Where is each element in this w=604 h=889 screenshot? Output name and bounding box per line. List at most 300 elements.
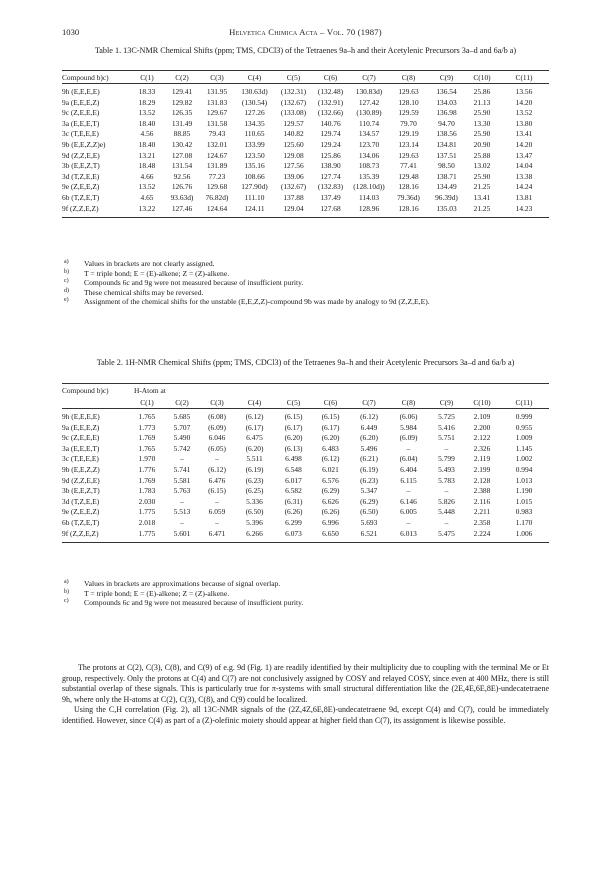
- compound-cell: 9c (Z,E,E,E): [62, 108, 100, 118]
- shift-cell: 21.13: [473, 97, 491, 107]
- footnote-mark: a): [64, 259, 69, 265]
- shift-cell: (6.20): [360, 433, 378, 443]
- table2-col-header: C(3): [200, 396, 234, 409]
- shift-cell: 21.25: [473, 182, 491, 192]
- shift-cell: 2.200: [473, 422, 491, 432]
- shift-cell: 126.76: [171, 182, 193, 192]
- shift-cell: 1.783: [138, 486, 156, 496]
- shift-cell: 0.955: [515, 422, 533, 432]
- compound-cell: 3d (T,Z,E,E): [62, 171, 100, 181]
- table-row: [62, 409, 549, 423]
- table2-col-header: C(8): [389, 396, 428, 409]
- shift-cell: 134.03: [436, 97, 457, 107]
- shift-cell: 2.358: [473, 517, 491, 527]
- shift-cell: 18.40: [138, 139, 156, 149]
- shift-cell: 108.73: [358, 161, 380, 171]
- shift-cell: 13.22: [130, 204, 164, 218]
- table2-col-header: C(7): [349, 396, 389, 409]
- compound-cell: 9d (Z,Z,E,E): [62, 150, 100, 160]
- shift-cell: 13.30: [473, 118, 491, 128]
- table1-col-header: C(7): [349, 71, 389, 84]
- shift-cell: 110.74: [358, 118, 380, 128]
- shift-cell: (6.09): [399, 433, 418, 443]
- shift-cell: (132.48): [317, 87, 344, 96]
- shift-cell: –: [406, 443, 411, 453]
- shift-cell: 6.021: [322, 464, 339, 474]
- shift-cell: 129.24: [320, 139, 341, 149]
- shift-cell: 129.08: [283, 150, 304, 160]
- shift-cell: 137.51: [436, 150, 457, 160]
- shift-cell: 127.46: [164, 204, 200, 218]
- shift-cell: 6.476: [208, 475, 226, 485]
- table-row: [62, 497, 549, 508]
- compound-cell: 9f (Z,Z,E,Z): [62, 529, 130, 543]
- shift-cell: 6.005: [400, 507, 417, 517]
- footnote-mark: c): [64, 278, 69, 285]
- table1-col-header: C(2): [164, 71, 200, 84]
- shift-cell: –: [406, 517, 411, 527]
- shift-cell: –: [215, 517, 219, 527]
- shift-cell: 140.76: [320, 118, 341, 128]
- shift-cell: 123.70: [358, 139, 380, 149]
- shift-cell: 140.82: [283, 129, 304, 139]
- page-number: 1030: [62, 27, 80, 37]
- shift-cell: 2.388: [473, 486, 491, 496]
- shift-cell: 6.521: [349, 529, 389, 543]
- shift-cell: (6.17): [245, 422, 264, 432]
- shift-cell: (6.06): [399, 412, 418, 421]
- table2-compound-spacer: [62, 396, 130, 409]
- shift-cell: 13.38: [515, 171, 533, 181]
- shift-cell: 129.82: [171, 97, 193, 107]
- shift-cell: 136.54: [436, 87, 457, 96]
- shift-cell: 129.74: [320, 129, 341, 139]
- table-row: [62, 161, 549, 172]
- body-paragraph: The protons at C(2), C(3), C(8), and C(9) of e.g. 9d (Fig. 1) are readily identified by their multiplicity due to coupling with the terminal Me or Et group, respectively. Only the protons at C(4) and C(7) are not conclusively assigned by COSY and relayed COSY, since even at 400 MHz, there is still substantial overlap of these signals. This is particularly true for π-systems with small structural differentiation like the (2E,4E,6E,8E)-undecatetraene 9h, where only the H-atoms at C(2), C(3), C(8), and C(9) could be localized.: [62, 663, 549, 704]
- shift-cell: 96.39d): [435, 192, 458, 202]
- shift-cell: (6.25): [245, 486, 264, 496]
- shift-cell: 5.799: [438, 454, 455, 464]
- shift-cell: 1.009: [515, 433, 533, 443]
- shift-cell: –: [406, 486, 411, 496]
- shift-cell: (6.17): [321, 422, 340, 432]
- shift-cell: 134.81: [436, 139, 457, 149]
- shift-cell: (132.67): [280, 97, 307, 107]
- table1-caption: Table 1. 13C-NMR Chemical Shifts (ppm; TMS, CDCl3) of the Tetraenes 9a–h and their Acetylenic Precursors 3a–d and 6a/b a): [94, 46, 517, 55]
- table-row: [62, 140, 549, 151]
- table-row: [62, 476, 549, 487]
- page-header: [62, 27, 549, 39]
- compound-cell: 3d (T,Z,E,E): [62, 496, 100, 506]
- shift-cell: 132.01: [206, 139, 228, 149]
- shift-cell: 6.146: [400, 496, 417, 506]
- shift-cell: 123.14: [398, 139, 419, 149]
- table-row: [62, 98, 549, 109]
- shift-cell: 6.582: [285, 486, 302, 496]
- shift-cell: 92.56: [173, 171, 191, 181]
- shift-cell: 131.83: [206, 97, 228, 107]
- shift-cell: 1.006: [499, 529, 549, 543]
- shift-cell: (6.20): [284, 433, 303, 443]
- shift-cell: 1.170: [515, 517, 533, 527]
- shift-cell: 5.763: [173, 486, 191, 496]
- shift-cell: (6.29): [360, 496, 378, 506]
- shift-cell: (6.20): [245, 443, 264, 453]
- compound-cell: 9h (E,E,E,E): [62, 412, 100, 421]
- shift-cell: 5.826: [438, 496, 455, 506]
- shift-cell: 128.96: [349, 204, 389, 218]
- shift-cell: 5.490: [173, 433, 191, 443]
- shift-cell: 5.783: [438, 475, 455, 485]
- shift-cell: 138.56: [436, 129, 457, 139]
- shift-cell: 5.347: [360, 486, 378, 496]
- footnote: [62, 269, 549, 279]
- shift-cell: 6.498: [285, 454, 302, 464]
- table2-col-header: C(1): [130, 396, 164, 409]
- shift-cell: 14.04: [515, 161, 533, 171]
- shift-cell: 124.67: [206, 150, 228, 160]
- shift-cell: (130.54): [241, 97, 268, 107]
- shift-cell: 128.16: [389, 204, 428, 218]
- shift-cell: 13.02: [473, 161, 491, 171]
- table-row: [62, 172, 549, 183]
- shift-cell: –: [444, 486, 449, 496]
- shift-cell: 125.60: [283, 139, 304, 149]
- table1-compound-header: Compound b)c): [62, 71, 130, 84]
- shift-cell: (6.26): [284, 507, 303, 517]
- shift-cell: 6.073: [275, 529, 312, 543]
- table2-col-header: C(5): [275, 396, 312, 409]
- shift-cell: 2.018: [138, 517, 156, 527]
- shift-cell: 13.21: [138, 150, 156, 160]
- shift-cell: (6.09): [208, 422, 226, 432]
- shift-cell: 129.41: [171, 87, 193, 96]
- shift-cell: 125.86: [320, 150, 341, 160]
- shift-cell: –: [180, 454, 184, 464]
- table-row: [62, 433, 549, 444]
- table2-footnotes: [62, 579, 549, 608]
- shift-cell: 18.40: [138, 118, 156, 128]
- shift-cell: 108.66: [244, 171, 265, 181]
- shift-cell: 25.90: [473, 108, 491, 118]
- shift-cell: 1.002: [515, 454, 533, 464]
- shift-cell: (6.50): [245, 507, 264, 517]
- shift-cell: 127.08: [171, 150, 193, 160]
- shift-cell: (133.08): [280, 108, 307, 118]
- shift-cell: 1.769: [138, 475, 156, 485]
- footnote-mark: a): [64, 579, 69, 585]
- table-row: [62, 182, 549, 193]
- shift-cell: 5.336: [246, 496, 263, 506]
- shift-cell: (6.12): [245, 412, 264, 421]
- compound-cell: 9d (Z,Z,E,E): [62, 475, 100, 485]
- table-row: [62, 507, 549, 518]
- shift-cell: 2.211: [473, 507, 491, 517]
- table-row: [62, 151, 549, 162]
- footnote: [62, 598, 549, 608]
- shift-cell: 134.49: [436, 182, 457, 192]
- footnote-mark: b): [64, 268, 69, 275]
- shift-cell: 13.80: [515, 118, 533, 128]
- compound-cell: 9a (E,E,E,Z): [62, 97, 100, 107]
- compound-cell: 9a (E,E,E,Z): [62, 422, 100, 432]
- shift-cell: 0.999: [515, 412, 533, 421]
- footnote-text: T = triple bond; E = (E)-alkene; Z = (Z)-alkene.: [84, 268, 230, 278]
- shift-cell: 6.449: [360, 422, 378, 432]
- shift-cell: –: [215, 496, 219, 506]
- table2-1h-shifts: [62, 383, 549, 543]
- shift-cell: –: [444, 443, 449, 453]
- shift-cell: (6.12): [321, 454, 340, 464]
- journal-title: Helvetica Chimica Acta – Vol. 70 (1987): [229, 27, 382, 37]
- table-row: [62, 486, 549, 497]
- table-row: [62, 454, 549, 465]
- table2-caption: Table 2. 1H-NMR Chemical Shifts (ppm; TMS, CDCl3) of the Tetraenes 9a–h and their Acetylenic Precursors 3a–d and 6a/b a): [96, 358, 515, 367]
- shift-cell: 4.56: [140, 129, 154, 139]
- shift-cell: (6.12): [208, 464, 226, 474]
- shift-cell: 137.88: [283, 192, 304, 202]
- shift-cell: 1.145: [515, 443, 533, 453]
- compound-cell: 9e (Z,E,E,Z): [62, 507, 100, 517]
- footnote-mark: e): [64, 297, 69, 304]
- shift-cell: 127.26: [244, 108, 265, 118]
- table1-col-header: C(6): [312, 71, 349, 84]
- compound-cell: 3c (T,E,E,E): [62, 129, 99, 139]
- shift-cell: 129.57: [283, 118, 304, 128]
- shift-cell: 0.983: [515, 507, 533, 517]
- table2-compound-header: Compound b)c): [62, 384, 130, 397]
- shift-cell: –: [215, 454, 219, 464]
- footnote: [62, 579, 549, 589]
- shift-cell: 136.98: [436, 108, 457, 118]
- shift-cell: 5.707: [173, 422, 191, 432]
- shift-cell: 123.50: [244, 150, 265, 160]
- shift-cell: 6.013: [389, 529, 428, 543]
- shift-cell: 5.751: [438, 433, 455, 443]
- shift-cell: 77.23: [208, 171, 226, 181]
- table-row: [62, 129, 549, 140]
- table1-col-header: C(3): [200, 71, 234, 84]
- shift-cell: 6.475: [246, 433, 263, 443]
- shift-cell: 14.23: [499, 204, 549, 218]
- shift-cell: 25.90: [473, 171, 491, 181]
- shift-cell: 131.89: [206, 161, 228, 171]
- shift-cell: 110.65: [244, 129, 265, 139]
- shift-cell: 13.56: [515, 87, 533, 96]
- shift-cell: (6.15): [208, 486, 226, 496]
- shift-cell: 13.47: [515, 150, 533, 160]
- footnote-mark: b): [64, 588, 69, 595]
- shift-cell: 13.52: [138, 108, 156, 118]
- table-row: [62, 423, 549, 434]
- shift-cell: (6.15): [284, 412, 303, 421]
- shift-cell: (132.67): [280, 182, 307, 192]
- shift-cell: 138.71: [436, 171, 457, 181]
- compound-cell: 9e (Z,E,E,Z): [62, 182, 100, 192]
- body-paragraph: Using the C,H correlation (Fig. 2), all 13C-NMR signals of the (2Z,4Z,6E,8E)-undecatetraene 9d, except C(4) and C(7), could be immediately identified. However, since C(4) as part of a (Z)-olefinic moiety should appear at higher field than C(7), its assignment is likewise possible.: [62, 705, 549, 725]
- table-row: [62, 119, 549, 130]
- shift-cell: 127.90d): [241, 182, 268, 192]
- shift-cell: 6.266: [234, 529, 275, 543]
- shift-cell: 2.199: [473, 464, 491, 474]
- shift-cell: 135.39: [358, 171, 380, 181]
- compound-cell: 9h (E,E,E,E): [62, 87, 100, 96]
- shift-cell: –: [444, 517, 449, 527]
- shift-cell: 1.773: [138, 422, 156, 432]
- shift-cell: 129.63: [398, 87, 419, 96]
- shift-cell: 6.404: [400, 464, 417, 474]
- shift-cell: 2.119: [473, 454, 491, 464]
- shift-cell: 129.04: [275, 204, 312, 218]
- compound-cell: 9c (Z,E,E,E): [62, 433, 100, 443]
- shift-cell: 134.35: [244, 118, 265, 128]
- shift-cell: 79.36d): [397, 192, 420, 202]
- shift-cell: 4.65: [140, 192, 154, 202]
- table2-col-header: C(9): [428, 396, 465, 409]
- shift-cell: 76.82d): [205, 192, 229, 202]
- shift-cell: 18.29: [138, 97, 156, 107]
- shift-cell: 2.122: [473, 433, 491, 443]
- shift-cell: 1.769: [138, 433, 156, 443]
- shift-cell: 13.52: [515, 108, 533, 118]
- shift-cell: 128.10: [398, 97, 419, 107]
- shift-cell: 127.74: [320, 171, 341, 181]
- shift-cell: 5.396: [246, 517, 263, 527]
- shift-cell: 79.70: [400, 118, 417, 128]
- shift-cell: 1.970: [138, 454, 156, 464]
- shift-cell: 25.90: [473, 129, 491, 139]
- shift-cell: 88.85: [173, 129, 191, 139]
- shift-cell: 5.493: [438, 464, 455, 474]
- footnote-text: T = triple bond; E = (E)-alkene; Z = (Z)-alkene.: [84, 588, 230, 598]
- shift-cell: 127.42: [358, 97, 380, 107]
- footnote: [62, 278, 549, 288]
- shift-cell: 124.64: [200, 204, 234, 218]
- footnote-mark: c): [64, 598, 69, 605]
- table1-col-header: C(8): [389, 71, 428, 84]
- table1-footnotes: [62, 259, 549, 307]
- shift-cell: 5.984: [400, 422, 417, 432]
- table1-header-row: [62, 71, 549, 84]
- shift-cell: 6.548: [285, 464, 302, 474]
- shift-cell: 129.63: [398, 150, 419, 160]
- shift-cell: 131.54: [171, 161, 193, 171]
- compound-cell: 3a (E,E,E,T): [62, 443, 100, 453]
- shift-cell: 13.81: [515, 192, 533, 202]
- shift-cell: 135.03: [428, 204, 465, 218]
- shift-cell: (6.12): [360, 412, 378, 421]
- shift-cell: (6.31): [284, 496, 303, 506]
- shift-cell: 6.996: [322, 517, 339, 527]
- shift-cell: (6.19): [245, 464, 264, 474]
- table-row: [62, 529, 549, 543]
- shift-cell: 1.015: [515, 496, 533, 506]
- shift-cell: 18.33: [138, 87, 156, 96]
- shift-cell: 1.765: [138, 443, 156, 453]
- shift-cell: 124.11: [234, 204, 275, 218]
- shift-cell: 137.49: [320, 192, 341, 202]
- shift-cell: 93.63d): [170, 192, 194, 202]
- table1-col-header: C(4): [234, 71, 275, 84]
- shift-cell: 77.41: [400, 161, 417, 171]
- shift-cell: 13.52: [138, 182, 156, 192]
- compound-cell: 9b (E,E,Z,Z)e): [62, 139, 106, 149]
- shift-cell: 129.68: [206, 182, 228, 192]
- shift-cell: 13.41: [473, 192, 491, 202]
- table1-col-header: C(5): [275, 71, 312, 84]
- shift-cell: 20.90: [473, 139, 491, 149]
- shift-cell: 13.41: [515, 129, 533, 139]
- shift-cell: 1.765: [138, 412, 156, 421]
- table2-col-header: C(6): [312, 396, 349, 409]
- shift-cell: 126.35: [171, 108, 193, 118]
- shift-cell: 1.190: [515, 486, 533, 496]
- shift-cell: 5.741: [173, 464, 191, 474]
- shift-cell: 5.416: [438, 422, 455, 432]
- shift-cell: 1.776: [138, 464, 156, 474]
- shift-cell: 5.511: [246, 454, 263, 464]
- shift-cell: 131.58: [206, 118, 228, 128]
- shift-cell: 129.48: [398, 171, 419, 181]
- shift-cell: 2.109: [473, 412, 491, 421]
- shift-cell: (130.89): [356, 108, 382, 118]
- table2-col-header: C(10): [465, 396, 499, 409]
- shift-cell: 6.017: [285, 475, 302, 485]
- footnote-mark: d): [64, 287, 69, 294]
- table1-13c-shifts: [62, 70, 549, 218]
- shift-cell: 128.16: [398, 182, 419, 192]
- compound-cell: 9b (E,E,Z,Z): [62, 464, 100, 474]
- footnote-text: These chemical shifts may be reversed.: [84, 287, 204, 297]
- shift-cell: (6.26): [321, 507, 340, 517]
- table1-col-header: C(10): [465, 71, 499, 84]
- shift-cell: (132.31): [280, 87, 307, 96]
- compound-cell: 6b (T,Z,E,T): [62, 517, 100, 527]
- shift-cell: 25.86: [473, 87, 491, 96]
- shift-cell: 14.24: [515, 182, 533, 192]
- shift-cell: 2.224: [465, 529, 499, 543]
- shift-cell: 98.50: [438, 161, 455, 171]
- shift-cell: (6.04): [399, 454, 418, 464]
- shift-cell: (6.17): [284, 422, 303, 432]
- footnote: [62, 297, 549, 307]
- shift-cell: 6.650: [312, 529, 349, 543]
- compound-cell: 9f (Z,Z,E,Z): [62, 204, 130, 218]
- shift-cell: 131.95: [206, 87, 228, 96]
- shift-cell: 2.128: [473, 475, 491, 485]
- shift-cell: 6.299: [285, 517, 302, 527]
- table-row: [62, 84, 549, 98]
- shift-cell: 127.68: [312, 204, 349, 218]
- body-text: [62, 663, 549, 727]
- shift-cell: 129.19: [398, 129, 419, 139]
- table1-col-header: C(9): [428, 71, 465, 84]
- footnote: [62, 259, 549, 269]
- footnote: [62, 288, 549, 298]
- shift-cell: (132.83): [317, 182, 344, 192]
- shift-cell: 5.475: [428, 529, 465, 543]
- shift-cell: 25.88: [473, 150, 491, 160]
- shift-cell: 6.059: [208, 507, 226, 517]
- table-row: [62, 444, 549, 455]
- table1-col-header: C(11): [499, 71, 549, 84]
- shift-cell: 5.496: [360, 443, 378, 453]
- compound-cell: 3b (E,E,Z,T): [62, 486, 100, 496]
- shift-cell: 133.99: [244, 139, 265, 149]
- shift-cell: 130.63d): [241, 87, 268, 96]
- shift-cell: 131.49: [171, 118, 193, 128]
- footnote-text: Compounds 6c and 9g were not measured because of insufficient purity.: [84, 278, 304, 288]
